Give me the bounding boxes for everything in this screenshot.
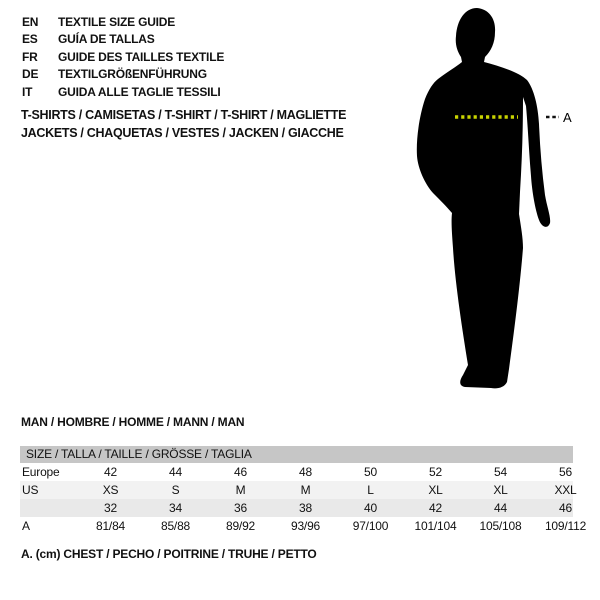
table-cell: 32	[104, 501, 117, 515]
language-code: ES	[22, 32, 38, 47]
row-label: US	[22, 483, 39, 497]
table-cell: 109/112	[544, 519, 587, 533]
table-cell: 44	[169, 465, 182, 479]
table-cell: 56	[559, 465, 572, 479]
table-cell: S	[171, 483, 180, 497]
section-title-man: MAN / HOMBRE / HOMME / MANN / MAN	[21, 415, 245, 429]
chest-footnote: A. (cm) CHEST / PECHO / POITRINE / TRUHE / PETTO	[21, 547, 317, 561]
man-silhouette	[417, 8, 550, 388]
table-cell: XL	[493, 483, 508, 497]
language-code: DE	[22, 67, 39, 82]
table-cell: 36	[234, 501, 247, 515]
table-cell: 81/84	[95, 519, 126, 533]
table-row	[20, 481, 598, 499]
man-silhouette-svg	[400, 0, 600, 400]
table-cell: 44	[494, 501, 507, 515]
table-cell: 42	[104, 465, 117, 479]
language-label: GUIDE DES TAILLES TEXTILE	[58, 49, 225, 64]
language-row-fr	[22, 48, 224, 66]
language-row-en	[22, 13, 224, 31]
measure-label-a: A	[563, 110, 572, 125]
language-label: TEXTILE SIZE GUIDE	[58, 14, 176, 29]
table-cell: 101/104	[414, 519, 457, 533]
category-lines	[21, 106, 346, 142]
table-cell: 93/96	[290, 519, 321, 533]
language-code: FR	[22, 49, 38, 64]
language-list	[22, 13, 224, 101]
row-label: Europe	[22, 465, 60, 479]
table-cell: 105/108	[479, 519, 522, 533]
table-cell: 42	[429, 501, 442, 515]
table-cell: 50	[364, 465, 377, 479]
table-cell: 97/100	[352, 519, 389, 533]
table-cell: 34	[169, 501, 182, 515]
row-label: A	[22, 519, 30, 533]
size-table	[20, 446, 598, 535]
size-table-body	[20, 463, 598, 535]
table-cell: 46	[559, 501, 572, 515]
table-cell: M	[300, 483, 311, 497]
category-line-tshirts: T-SHIRTS / CAMISETAS / T-SHIRT / T-SHIRT / MAGLIETTE	[21, 108, 347, 122]
table-row	[20, 463, 598, 481]
category-line-jackets: JACKETS / CHAQUETAS / VESTES / JACKEN / GIACCHE	[21, 126, 344, 140]
table-cell: 89/92	[225, 519, 256, 533]
language-label: GUIDA ALLE TAGLIE TESSILI	[58, 84, 221, 99]
table-cell: L	[367, 483, 374, 497]
table-cell: 40	[364, 501, 377, 515]
table-cell: XS	[102, 483, 119, 497]
table-row	[20, 499, 598, 517]
table-cell: 52	[429, 465, 442, 479]
language-label: TEXTILGRÖßENFÜHRUNG	[58, 67, 207, 82]
table-cell: 48	[299, 465, 312, 479]
table-cell: 54	[494, 465, 507, 479]
size-table-header: SIZE / TALLA / TAILLE / GRÖSSE / TAGLIA	[20, 446, 573, 463]
table-cell: XL	[428, 483, 443, 497]
table-cell: XXL	[554, 483, 577, 497]
language-label: GUÍA DE TALLAS	[58, 32, 155, 47]
language-row-de	[22, 66, 224, 84]
table-row	[20, 517, 598, 535]
table-cell: 46	[234, 465, 247, 479]
table-cell: M	[235, 483, 246, 497]
man-silhouette-figure	[400, 0, 600, 400]
table-cell: 38	[299, 501, 312, 515]
language-code: EN	[22, 14, 39, 29]
language-row-it	[22, 83, 224, 101]
language-code: IT	[22, 84, 33, 99]
table-cell: 85/88	[160, 519, 191, 533]
language-row-es	[22, 31, 224, 49]
